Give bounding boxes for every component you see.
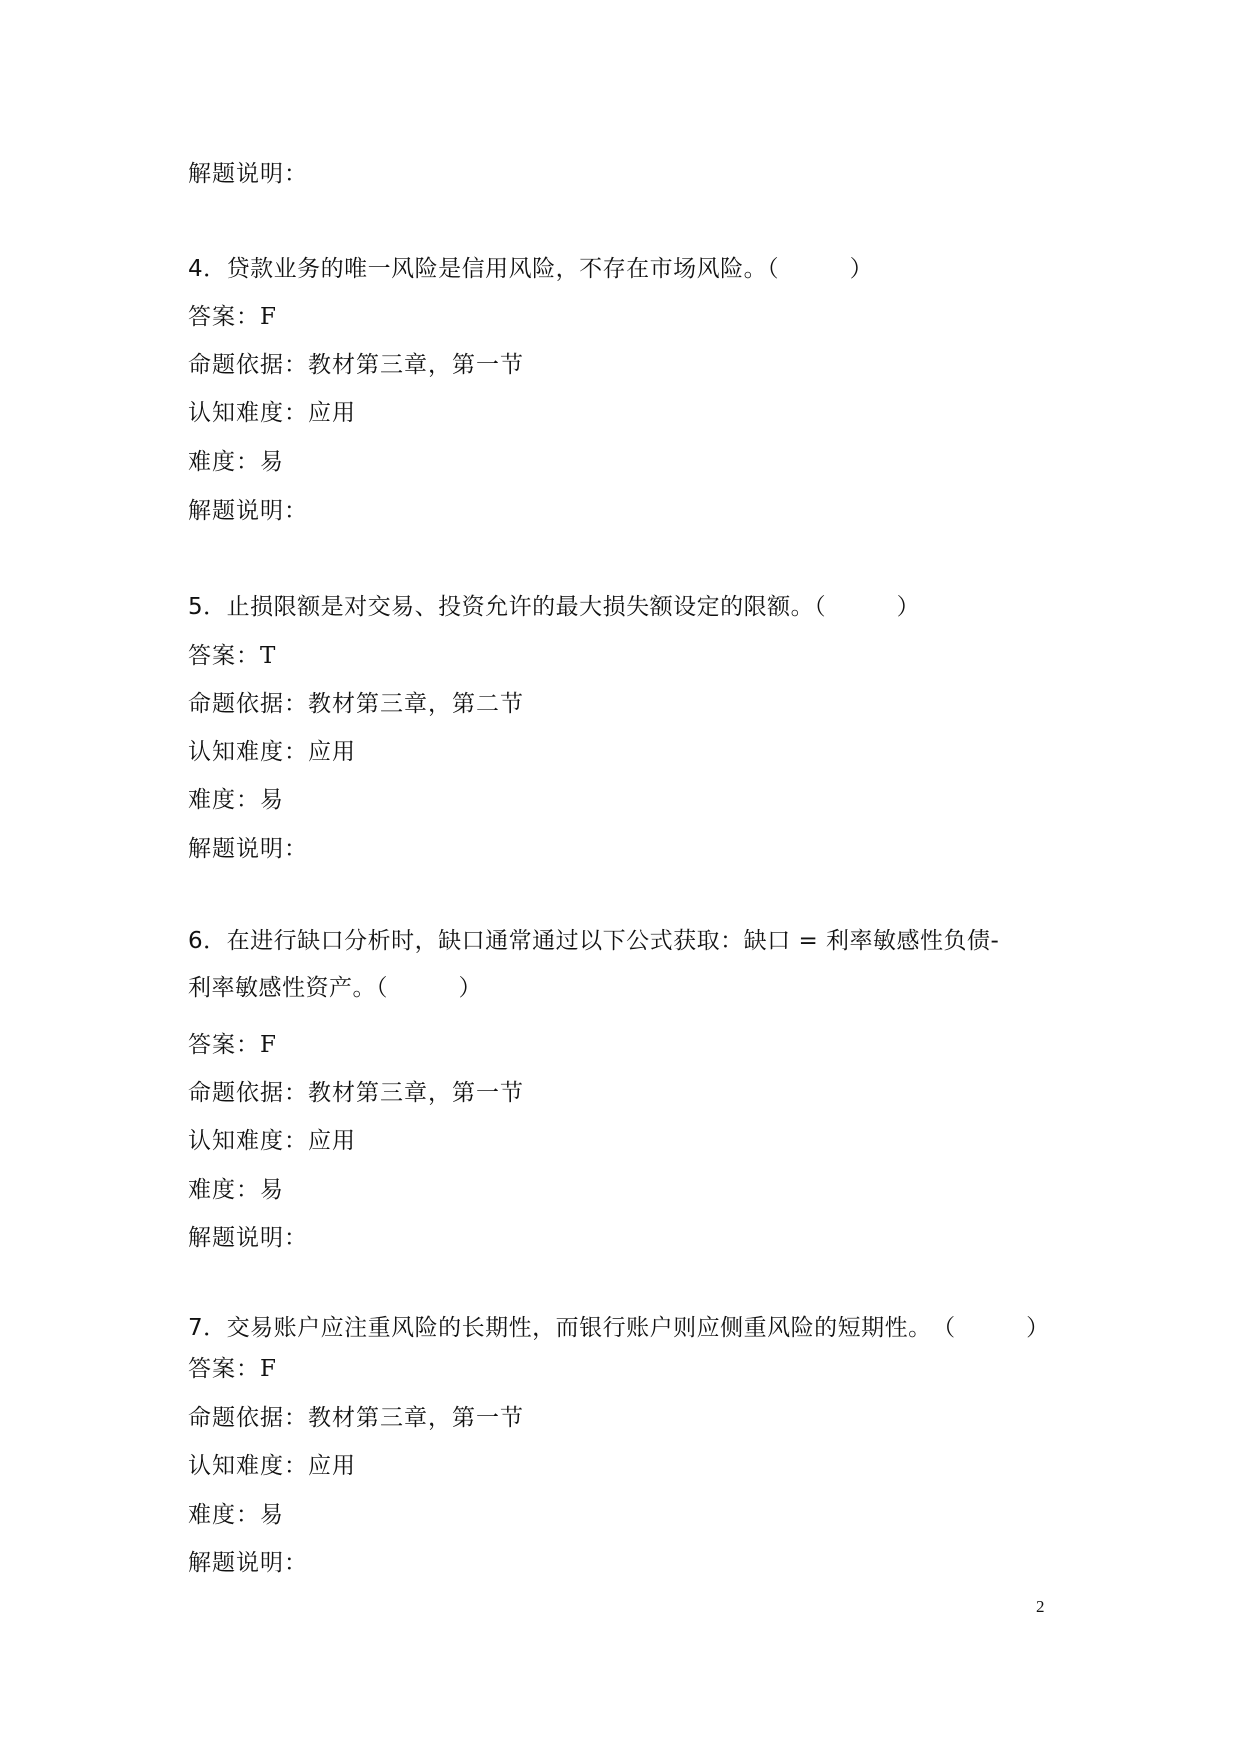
explanation-7: 解题说明： xyxy=(188,1550,308,1576)
answer-5: 答案：T xyxy=(188,643,277,669)
difficulty-5: 难度：易 xyxy=(188,787,284,813)
difficulty-4: 难度：易 xyxy=(188,449,284,475)
cognitive-difficulty-5: 认知难度：应用 xyxy=(188,739,356,765)
cognitive-difficulty-7: 认知难度：应用 xyxy=(188,1453,356,1479)
explanation-label: 解题说明： xyxy=(188,161,308,187)
cognitive-difficulty-6: 认知难度：应用 xyxy=(188,1128,356,1154)
answer-4: 答案：F xyxy=(188,304,277,330)
question-6-line-1: 6．在进行缺口分析时，缺口通常通过以下公式获取：缺口 = 利率敏感性负债- xyxy=(188,928,1000,954)
answer-6: 答案：F xyxy=(188,1032,277,1058)
explanation-6: 解题说明： xyxy=(188,1225,308,1251)
answer-7: 答案：F xyxy=(188,1356,277,1382)
basis-7: 命题依据：教材第三章，第一节 xyxy=(188,1405,524,1431)
question-5: 5．止损限额是对交易、投资允许的最大损失额设定的限额。（ ） xyxy=(188,594,921,620)
basis-4: 命题依据：教材第三章，第一节 xyxy=(188,352,524,378)
explanation-5: 解题说明： xyxy=(188,836,308,862)
basis-6: 命题依据：教材第三章，第一节 xyxy=(188,1080,524,1106)
question-7: 7．交易账户应注重风险的长期性，而银行账户则应侧重风险的短期性。 （ ） xyxy=(188,1315,1050,1341)
difficulty-6: 难度：易 xyxy=(188,1177,284,1203)
explanation-4: 解题说明： xyxy=(188,498,308,524)
difficulty-7: 难度：易 xyxy=(188,1502,284,1528)
question-4: 4．贷款业务的唯一风险是信用风险，不存在市场风险。（ ） xyxy=(188,256,874,282)
basis-5: 命题依据：教材第三章，第二节 xyxy=(188,691,524,717)
cognitive-difficulty-4: 认知难度：应用 xyxy=(188,400,356,426)
page-number: 2 xyxy=(1036,1597,1045,1616)
question-6-line-2: 利率敏感性资产。（ ） xyxy=(188,975,482,1001)
